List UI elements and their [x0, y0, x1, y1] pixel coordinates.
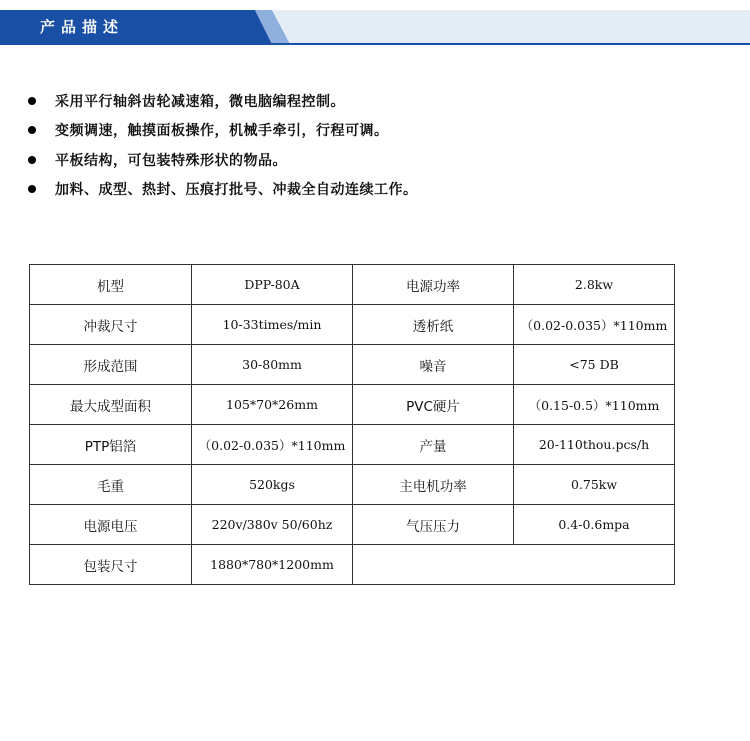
spec-label: 机型 [30, 265, 192, 305]
list-item [26, 116, 726, 146]
spec-label: PVC硬片 [353, 385, 514, 425]
spec-value: <75 DB [514, 345, 675, 385]
spec-value: 30-80mm [192, 345, 353, 385]
spec-value: 520kgs [192, 465, 353, 505]
spec-label: 气压压力 [353, 505, 514, 545]
table-row [30, 425, 675, 465]
spec-label: 电源电压 [30, 505, 192, 545]
spec-label: 最大成型面积 [30, 385, 192, 425]
spec-label: 主电机功率 [353, 465, 514, 505]
spec-value: 10-33times/min [192, 305, 353, 345]
spec-label: PTP铝箔 [30, 425, 192, 465]
spec-value: 0.4-0.6mpa [514, 505, 675, 545]
feature-list [26, 86, 726, 204]
spec-value: 20-110thou.pcs/h [514, 425, 675, 465]
feature-text: 加料、成型、热封、压痕打批号、冲裁全自动连续工作。 [55, 182, 418, 199]
feature-text: 平板结构，可包装特殊形状的物品。 [55, 152, 287, 169]
section-header [0, 0, 750, 46]
list-item [26, 175, 726, 205]
feature-text: 采用平行轴斜齿轮减速箱，微电脑编程控制。 [55, 93, 345, 110]
list-item [26, 86, 726, 116]
table-row [30, 265, 675, 305]
spec-label: 透析纸 [353, 305, 514, 345]
section-title: 产品描述 [40, 18, 125, 36]
spec-value: 2.8kw [514, 265, 675, 305]
bullet-icon [28, 185, 36, 193]
bullet-icon [28, 156, 36, 164]
spec-label: 噪音 [353, 345, 514, 385]
spec-value: 220v/380v 50/60hz [192, 505, 353, 545]
table-row [30, 345, 675, 385]
spec-value: DPP-80A [192, 265, 353, 305]
empty-cell [353, 545, 675, 585]
spec-value: 0.75kw [514, 465, 675, 505]
spec-value: 105*70*26mm [192, 385, 353, 425]
spec-label: 电源功率 [353, 265, 514, 305]
spec-label: 产量 [353, 425, 514, 465]
spec-value: （0.02-0.035）*110mm [514, 305, 675, 345]
table-row [30, 385, 675, 425]
bullet-icon [28, 97, 36, 105]
table-row [30, 505, 675, 545]
spec-label: 毛重 [30, 465, 192, 505]
list-item [26, 145, 726, 175]
bullet-icon [28, 126, 36, 134]
feature-text: 变频调速，触摸面板操作，机械手牵引，行程可调。 [55, 123, 389, 140]
spec-label: 冲裁尺寸 [30, 305, 192, 345]
spec-label: 包装尺寸 [30, 545, 192, 585]
spec-value: 1880*780*1200mm [192, 545, 353, 585]
spec-label: 形成范围 [30, 345, 192, 385]
spec-value: （0.15-0.5）*110mm [514, 385, 675, 425]
spec-value: （0.02-0.035）*110mm [192, 425, 353, 465]
table-row [30, 305, 675, 345]
spec-table [29, 264, 675, 585]
table-row [30, 545, 675, 585]
table-row [30, 465, 675, 505]
